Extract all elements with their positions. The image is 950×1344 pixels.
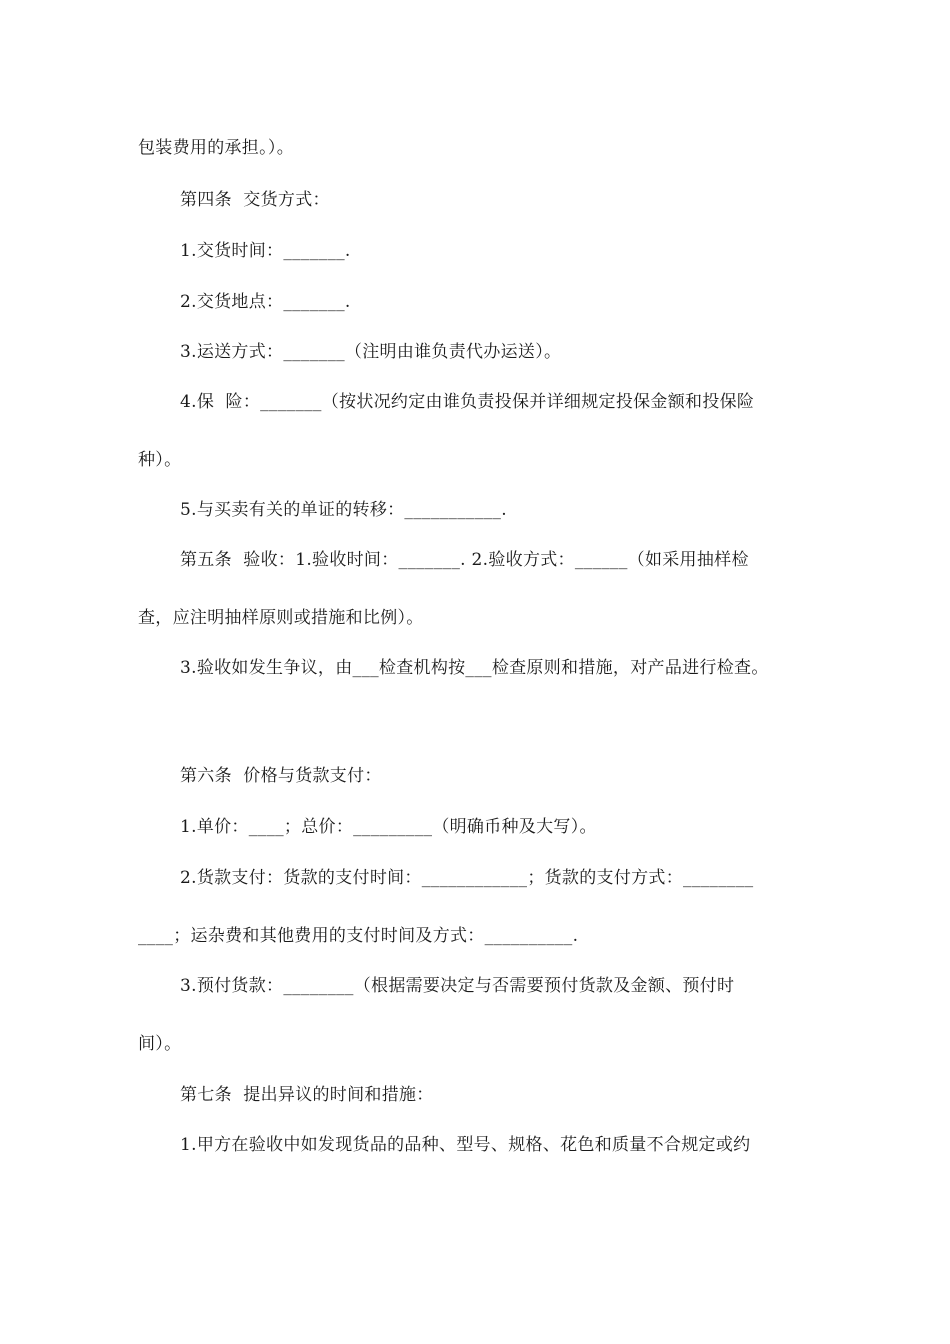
article-heading: 第四条 交货方式： [180,190,330,210]
clause-line: 3.运送方式：_______（注明由谁负责代办运送）。 [180,342,562,362]
clause-line: 2.货款支付：货款的支付时间：____________；货款的支付方式：________ [180,868,754,888]
clause-line: 5.与买卖有关的单证的转移：___________. [180,500,507,520]
text-line: 间）。 [138,1034,182,1054]
clause-line: 1.单价：____；总价：_________（明确币种及大写）。 [180,817,597,837]
article-heading: 第六条 价格与货款支付： [180,766,382,786]
clause-line: 1.甲方在验收中如发现货品的品种、型号、规格、花色和质量不合规定或约 [180,1135,751,1155]
article-heading: 第五条 验收：1.验收时间：_______. 2.验收方式：______（如采用抽样检 [180,550,749,570]
text-line: 查，应注明抽样原则或措施和比例）。 [138,608,424,628]
clause-line: 2.交货地点：_______. [180,292,351,312]
text-line: 种）。 [138,450,182,470]
text-line: ____；运杂费和其他费用的支付时间及方式：__________. [138,926,579,946]
text-line: 包装费用的承担。）。 [138,138,294,158]
clause-line: 1.交货时间：_______. [180,241,351,261]
clause-line: 3.预付货款：________（根据需要决定与否需要预付货款及金额、预付时 [180,976,735,996]
clause-line: 3.验收如发生争议，由___检查机构按___检查原则和措施，对产品进行检查。 [180,658,769,678]
article-heading: 第七条 提出异议的时间和措施： [180,1085,434,1105]
clause-line: 4.保 险：_______（按状况约定由谁负责投保并详细规定投保金额和投保险 [180,392,755,412]
